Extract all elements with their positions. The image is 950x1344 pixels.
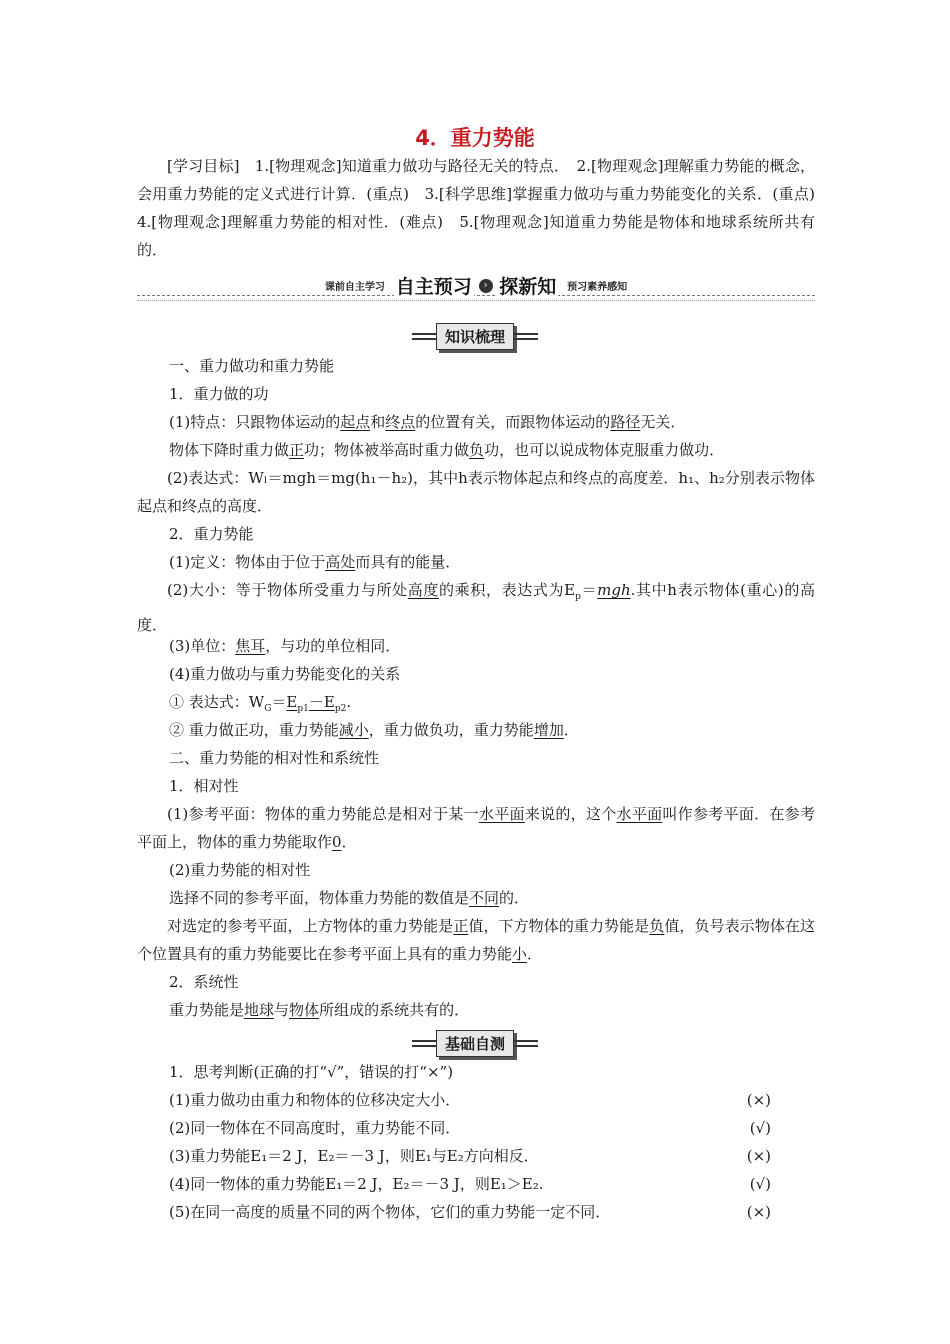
paragraph-system: 重力势能是地球与物体所组成的系统共有的．	[169, 1001, 470, 1019]
heading-2-1: 1．相对性	[169, 777, 239, 795]
paragraph-magnitude: (2)大小：等于物体所受重力与所处高度的乘积，表达式为$E_p=mgh$.其中h表示物体(重心)的高度．	[137, 581, 816, 634]
page-title: 4．重力势能	[415, 126, 535, 150]
heading-1-2: 2．重力势能	[169, 525, 254, 543]
section-banner	[137, 270, 815, 308]
question-1: 1．思考判断(正确的打“√”，错误的打“×”)	[169, 1063, 454, 1081]
paragraph-relativity: (2)重力势能的相对性	[169, 861, 311, 879]
judge-item: (5)在同一高度的质量不同的两个物体，它们的重力势能一定不同． (×)	[169, 1198, 815, 1226]
paragraph-expression: (2)表达式：Wₗ＝mgh＝mg(h₁－h₂)，其中h表示物体起点和终点的高度差．h₁、h₂分别表示物体起点和终点的高度．	[137, 469, 815, 515]
judge-mark: (×)	[746, 1091, 771, 1109]
paragraph-relation-expr: ① 表达式：$W_G=E_{p1}-E_{p2}$.	[169, 693, 352, 714]
section-heading-label: 知识梳理	[436, 323, 514, 350]
heading-2-2: 2．系统性	[169, 973, 239, 991]
paragraph-relation: (4)重力做功与重力势能变化的关系	[169, 665, 401, 683]
banner-left-big: 自主预习	[395, 276, 472, 298]
judge-mark: (×)	[746, 1147, 771, 1165]
heading-1-1: 1．重力做的功	[169, 385, 269, 403]
heading-1: 一、重力做功和重力势能	[169, 357, 335, 375]
section-heading-selftest	[0, 1030, 950, 1054]
banner-right-big: 探新知	[499, 276, 557, 298]
paragraph-relation-sign: ② 重力做正功，重力势能减小，重力做负功，重力势能增加．	[169, 721, 579, 739]
judge-item: (2)同一物体在不同高度时，重力势能不同． (√)	[169, 1114, 815, 1142]
paragraph-reference-plane: (1)参考平面：物体的重力势能总是相对于某一水平面来说的，这个水平面叫作参考平面．在参考平面上，物体的重力势能取作0．	[137, 805, 815, 851]
section-heading-label: 基础自测	[436, 1030, 514, 1057]
arrow-icon: ›	[479, 279, 493, 293]
learning-goals: [学习目标] 1.[物理观念]知道重力做功与路径无关的特点． 2.[物理观念]理解重力势能的概念，会用重力势能的定义式进行计算．(重点) 3.[科学思维]掌握重力做功与重力势能变化的关系．(重点) 4.[物理观念]理解重力势能的相对性．(难点) 5.[物理观念]知道重力势能是物体和地球系统所共有的．	[137, 157, 831, 259]
paragraph-sign: 物体下降时重力做正功；物体被举高时重力做负功，也可以说成物体克服重力做功．	[169, 441, 725, 459]
heading-2: 二、重力势能的相对性和系统性	[169, 749, 380, 767]
judge-mark: (√)	[749, 1175, 771, 1193]
judge-item: (3)重力势能E₁＝2 J，E₂＝－3 J，则E₁与E₂方向相反． (×)	[169, 1142, 815, 1170]
paragraph-feature: (1)特点：只跟物体运动的起点和终点的位置有关，而跟物体运动的路径无关．	[169, 413, 686, 431]
banner-left-small: 课前自主学习	[321, 282, 389, 293]
banner-right-small: 预习素养感知	[563, 282, 631, 293]
paragraph-definition: (1)定义：物体由于位于高处而具有的能量．	[169, 553, 461, 571]
judge-item: (4)同一物体的重力势能E₁＝2 J，E₂＝－3 J，则E₁＞E₂. (√)	[169, 1170, 815, 1198]
section-heading-knowledge	[0, 323, 950, 347]
judge-item: (1)重力做功由重力和物体的位移决定大小． (×)	[169, 1086, 815, 1114]
judge-mark: (√)	[749, 1119, 771, 1137]
paragraph-different: 选择不同的参考平面，物体重力势能的数值是不同的．	[169, 889, 530, 907]
judge-mark: (×)	[746, 1203, 771, 1221]
paragraph-unit: (3)单位：焦耳，与功的单位相同．	[169, 637, 401, 655]
paragraph-sign-meaning: 对选定的参考平面，上方物体的重力势能是正值，下方物体的重力势能是负值，负号表示物体在这个位置具有的重力势能要比在参考平面上具有的重力势能小．	[137, 917, 815, 963]
